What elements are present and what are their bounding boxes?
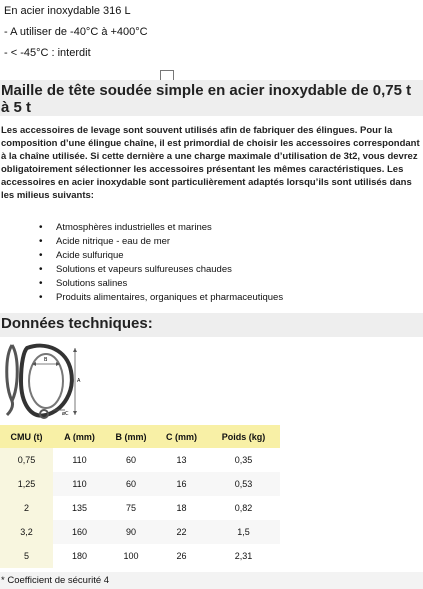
header-weight: Poids (kg) — [207, 425, 280, 448]
technical-data-title: Données techniques: — [1, 315, 153, 332]
cmu-cell: 2 — [0, 496, 53, 520]
weight-cell: 2,31 — [207, 544, 280, 568]
table-row — [0, 472, 280, 496]
environment-item: • Solutions salines — [0, 277, 423, 291]
technical-data-table — [0, 425, 280, 568]
environment-item: • Acide nitrique - eau de mer — [0, 235, 423, 249]
dimension-c-label: øC — [62, 411, 69, 417]
table-row — [0, 544, 280, 568]
table-row — [0, 448, 280, 472]
b-cell: 90 — [106, 520, 156, 544]
a-cell: 180 — [53, 544, 106, 568]
c-cell: 18 — [156, 496, 207, 520]
table-row — [0, 520, 280, 544]
a-cell: 110 — [53, 472, 106, 496]
weight-cell: 0,82 — [207, 496, 280, 520]
intro-material: En acier inoxydable 316 L — [4, 5, 131, 17]
product-title: Maille de tête soudée simple en acier inoxydable de 0,75 t à 5 t — [1, 82, 412, 116]
environment-item: • Solutions et vapeurs sulfureuses chaudes — [0, 263, 423, 277]
c-cell: 13 — [156, 448, 207, 472]
c-cell: 22 — [156, 520, 207, 544]
a-cell: 160 — [53, 520, 106, 544]
safety-coefficient-note: * Coefficient de sécurité 4 — [1, 575, 110, 586]
intro-block — [0, 0, 423, 63]
b-cell: 60 — [106, 448, 156, 472]
b-cell: 75 — [106, 496, 156, 520]
header-row — [0, 425, 280, 448]
a-cell: 135 — [53, 496, 106, 520]
cmu-cell: 1,25 — [0, 472, 53, 496]
header-a: A (mm) — [53, 425, 106, 448]
environment-item: • Produits alimentaires, organiques et pharmaceutiques — [0, 291, 423, 305]
dimension-a-label: A — [77, 378, 81, 384]
technical-table-header — [0, 425, 280, 448]
environment-list — [0, 221, 423, 305]
cmu-cell: 3,2 — [0, 520, 53, 544]
weight-cell: 0,35 — [207, 448, 280, 472]
technical-table-body — [0, 448, 280, 568]
c-cell: 26 — [156, 544, 207, 568]
weight-cell: 1,5 — [207, 520, 280, 544]
header-c: C (mm) — [156, 425, 207, 448]
b-cell: 100 — [106, 544, 156, 568]
b-cell: 60 — [106, 472, 156, 496]
intro-temperature-limit: - < -45°C : interdit — [4, 47, 91, 59]
product-description: Les accessoires de levage sont souvent utilisés afin de fabriquer des élingues. Pour la composition d’une élingue chaîne, il est primordial de choisir les accessoires correspondant à la chaîne utilisée. Si cette dernière a une charge maximale d’utilisation de 3t2, vous devrez obligatoirement sélectionner les accessoires présentant les mêmes caractéristiques. Les accessoires en acier inoxydable sont particulièrement adaptés lorsqu’ils sont utilisés dans les milieus suivants: — [1, 125, 420, 201]
table-row — [0, 496, 280, 520]
c-cell: 16 — [156, 472, 207, 496]
intro-temperature-range: - A utiliser de -40°C à +400°C — [4, 26, 148, 38]
environment-item: • Atmosphères industrielles et marines — [0, 221, 423, 235]
a-cell: 110 — [53, 448, 106, 472]
cmu-cell: 0,75 — [0, 448, 53, 472]
header-b: B (mm) — [106, 425, 156, 448]
cmu-cell: 5 — [0, 544, 53, 568]
environment-item: • Acide sulfurique — [0, 249, 423, 263]
dimension-b-label: B — [44, 357, 48, 363]
master-link-diagram — [1, 338, 85, 422]
weight-cell: 0,53 — [207, 472, 280, 496]
header-cmu: CMU (t) — [0, 425, 53, 448]
